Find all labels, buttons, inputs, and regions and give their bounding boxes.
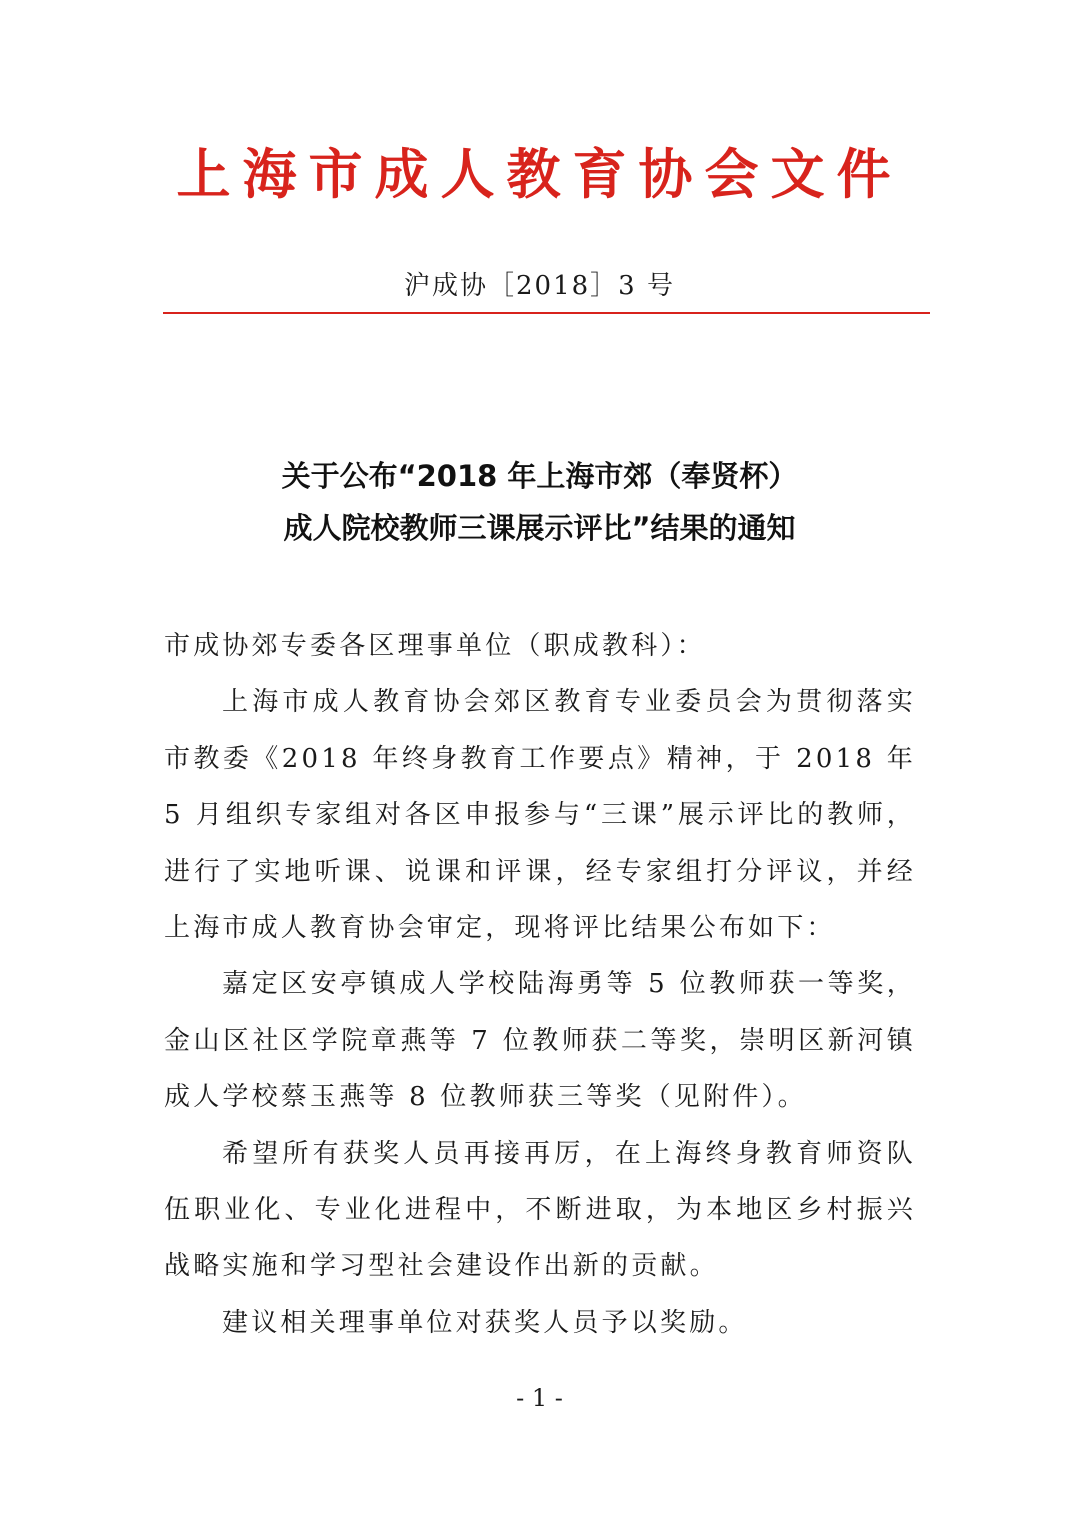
notice-title xyxy=(0,450,1079,554)
document-number: 沪成协［2018］3 号 xyxy=(404,271,675,301)
notice-title-line-2: 成人院校教师三课展示评比”结果的通知 xyxy=(283,511,796,545)
body-paragraph-1: 上海市成人教育协会郊区教育专业委员会为贯彻落实市教委《2018 年终身教育工作要点》精神，于 2018 年 5 月组织专家组对各区申报参与“三课”展示评比的教师，进行了实地听课、说课和评课，经专家组打分评议，并经上海市成人教育协会审定，现将评比结果公布如下： xyxy=(164,687,916,944)
masthead-title: 上海市成人教育协会文件 xyxy=(176,142,903,206)
body-paragraph-4: 建议相关理事单位对获奖人员予以奖励。 xyxy=(222,1307,748,1338)
red-divider-line xyxy=(163,312,930,314)
body-paragraph-2: 嘉定区安亭镇成人学校陆海勇等 5 位教师获一等奖，金山区社区学院章燕等 7 位教师获二等奖，崇明区新河镇成人学校蔡玉燕等 8 位教师获三等奖（见附件）。 xyxy=(164,969,916,1113)
notice-body xyxy=(164,618,916,1351)
notice-title-line-1: 关于公布“2018 年上海市郊（奉贤杯） xyxy=(281,459,798,493)
page-number: - 1 - xyxy=(516,1384,563,1412)
body-paragraph-3: 希望所有获奖人员再接再厉，在上海终身教育师资队伍职业化、专业化进程中，不断进取，为本地区乡村振兴战略实施和学习型社会建设作出新的贡献。 xyxy=(164,1138,916,1282)
salutation: 市成协郊专委各区理事单位（职成教科）： xyxy=(164,631,706,661)
